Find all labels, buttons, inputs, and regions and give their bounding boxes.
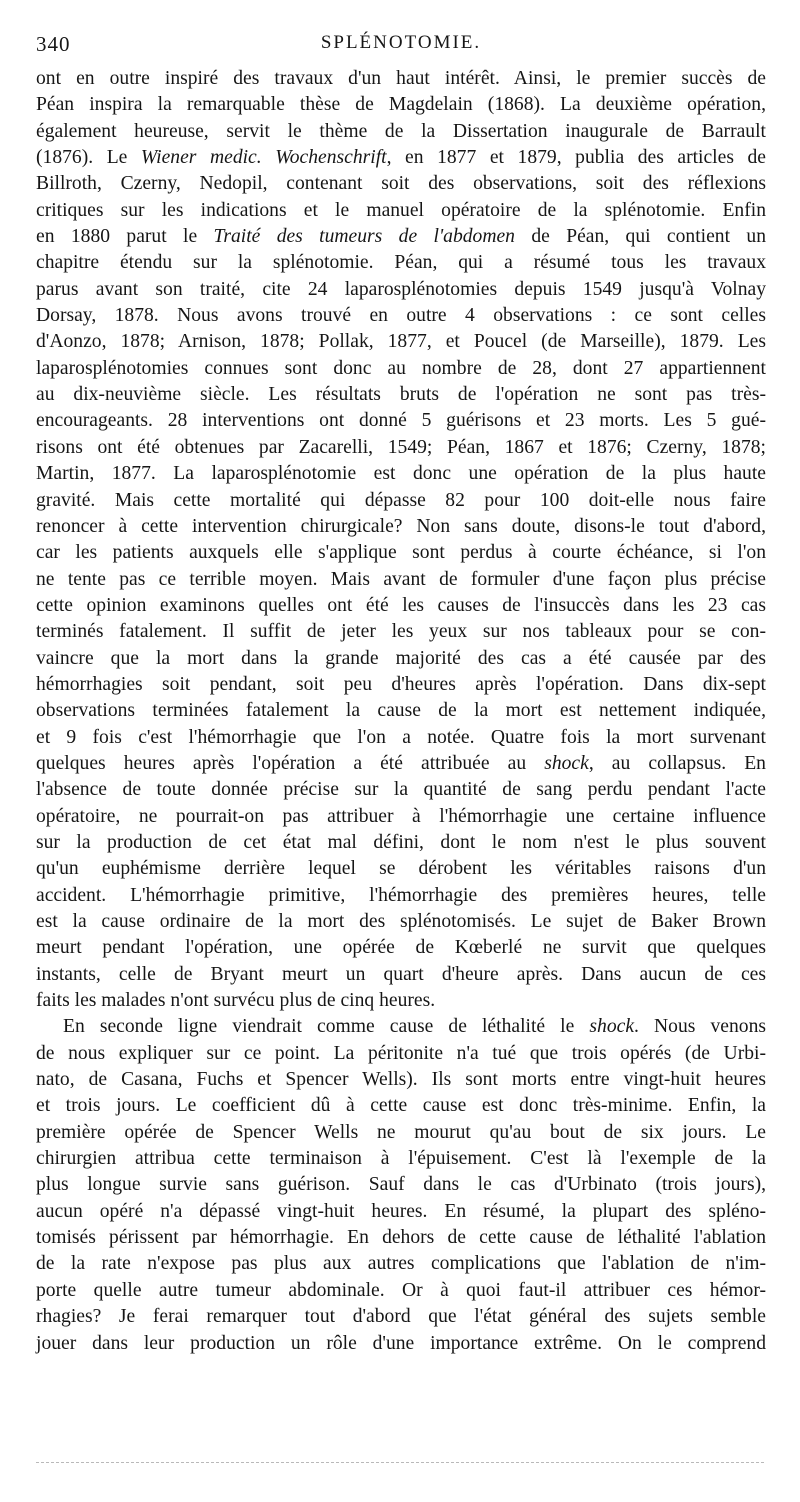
italic-text: shock [589,1016,635,1038]
text-segment: critiques sur les indications et le manuel opératoire de la splénotomie. Enfin [36,199,766,221]
text-line [36,250,766,276]
text-segment: est la cause ordinaire de la mort des splénotomisés. Le sujet de Baker Brown [36,911,766,932]
text-segment: en 1880 parut le [36,226,214,248]
text-segment: car les patients auxquels elle s'applique sont perdus à courte échéance, si l'on [36,542,766,564]
text-segment: qu'un euphémisme derrière lequel se dérobent les véritables raisons d'un [36,858,766,880]
text-segment: et trois jours. Le coefficient dû à cette cause est donc très-minime. Enfin, la [36,1095,766,1117]
text-segment: gravité. Mais cette mortalité qui dépasse 82 pour 100 doit-elle nous faire [36,489,766,511]
text-line [36,619,766,645]
text-segment: accident. L'hémorrhagie primitive, l'hémorrhagie des premières heures, telle [36,884,766,906]
text-line [36,935,766,961]
text-line [36,277,766,303]
text-segment: En seconde ligne viendrait comme cause de léthalité le [63,1016,590,1038]
text-line [36,777,766,803]
text-segment: chapitre étendu sur la splénotomie. Péan, qui a résumé tous les travaux [36,252,766,274]
text-line [36,461,766,487]
text-line [36,92,766,118]
text-line [36,1172,766,1198]
text-segment: , au collapsus. En [588,752,766,774]
text-line [36,593,766,619]
text-line [36,488,766,514]
text-line [36,1251,766,1277]
text-segment: vaincre que la mort dans la grande majorité des cas a été causée par des [36,647,766,669]
text-segment: hémorrhagies soit pendant, soit peu d'heures après l'opération. Dans dix-sept [36,673,766,695]
text-line [36,646,766,672]
text-segment: Péan inspira la remarquable thèse de Magdelain (1868). La deuxième opération, [36,94,766,116]
text-segment: terminés fatalement. Il suffit de jeter les yeux sur nos tableaux pour se con- [36,621,766,643]
text-line [36,1120,766,1146]
text-segment: et 9 fois c'est l'hémorrhagie que l'on a notée. Quatre fois la mort survenant [36,726,766,748]
text-segment: renoncer à cette intervention chirurgicale? Non sans doute, disons-le tout d'abord, [36,515,766,537]
text-line [36,883,766,909]
text-segment: de la rate n'expose pas plus aux autres complications que l'ablation de n'im- [36,1253,766,1275]
text-segment: risons ont été obtenues par Zacarelli, 1549; Péan, 1867 et 1876; Czerny, 1878; [36,436,766,458]
text-segment: ne tente pas ce terrible moyen. Mais avant de formuler d'une façon plus précise [36,568,766,590]
text-line [36,751,766,777]
text-segment: , en 1877 et 1879, publia des articles de [386,147,766,169]
text-segment: cette opinion examinons quelles ont été les causes de l'insuccès dans les 23 cas [36,594,766,616]
text-segment: encourageants. 28 interventions ont donné 5 guérisons et 23 morts. Les 5 gué- [36,410,766,432]
footer-rule [36,1462,764,1463]
text-line [36,435,766,461]
text-segment: Dorsay, 1878. Nous avons trouvé en outre 4 observations : ce sont celles [36,305,766,327]
text-line [36,1278,766,1304]
text-line [36,830,766,856]
text-segment: première opérée de Spencer Wells ne mourut qu'au bout de six jours. Le [36,1121,766,1143]
page-number: 340 [36,32,71,56]
text-line [36,1041,766,1067]
text-line [36,382,766,408]
text-line [36,804,766,830]
text-line [36,303,766,329]
text-segment: porte quelle autre tumeur abdominale. Or à quoi faut-il attribuer ces hémor- [36,1279,766,1301]
text-segment: tomisés périssent par hémorrhagie. En dehors de cette cause de léthalité l'ablation [36,1227,766,1249]
text-line [36,356,766,382]
text-line [36,1331,766,1357]
text-line [36,962,766,988]
text-segment: observations terminées fatalement la cause de la mort est nettement indiquée, [36,700,766,722]
text-segment: au dix-neuvième siècle. Les résultats bruts de l'opération ne sont pas très- [36,384,766,406]
text-line [36,408,766,434]
text-segment: . Nous venons [634,1016,767,1038]
text-segment: jouer dans leur production un rôle d'une importance extrême. On le comprend [36,1332,766,1354]
text-segment: instants, celle de Bryant meurt un quart d'heure après. Dans aucun de ces [36,963,766,985]
text-segment: (1876). Le [36,147,141,169]
text-line [36,171,766,197]
text-line [36,1225,766,1251]
text-line [36,988,766,1014]
text-segment: aucun opéré n'a dépassé vingt-huit heures. En résumé, la plupart des spléno- [36,1200,766,1222]
text-line [36,1304,766,1330]
text-segment: quelques heures après l'opération a été attribuée au [36,752,545,774]
text-line [36,66,766,92]
text-line [36,1093,766,1119]
text-segment: l'absence de toute donnée précise sur la quantité de sang perdu pendant l'acte [36,779,766,801]
text-line [36,145,766,171]
text-line [36,1199,766,1225]
text-segment: d'Aonzo, 1878; Arnison, 1878; Pollak, 1877, et Poucel (de Marseille), 1879. Les [36,331,766,353]
text-segment: ont en outre inspiré des travaux d'un haut intérêt. Ainsi, le premier succès de [36,68,766,89]
text-line [36,1014,766,1040]
text-line [36,1067,766,1093]
body-text [36,66,766,1357]
text-line [36,725,766,751]
text-segment: meurt pendant l'opération, une opérée de Kœberlé ne survit que quelques [36,937,766,959]
text-line [36,540,766,566]
text-segment: chirurgien attribua cette terminaison à l'épuisement. C'est là l'exemple de la [36,1148,766,1170]
italic-text: Wiener medic. Wochenschrift [140,147,387,169]
italic-text: Traité des tumeurs de l'abdomen [213,226,515,248]
text-line [36,198,766,224]
text-segment: nato, de Casana, Fuchs et Spencer Wells). Ils sont morts entre vingt-huit heures [36,1069,766,1091]
text-line [36,567,766,593]
text-segment: sur la production de cet état mal défini, dont le nom n'est le plus souvent [36,831,766,853]
text-segment: faits les malades n'ont survécu plus de cinq heures. [36,990,436,1012]
text-line [36,1146,766,1172]
book-page [36,26,766,1357]
text-line [36,224,766,250]
text-line [36,672,766,698]
text-line [36,856,766,882]
text-segment: parus avant son traité, cite 24 laparosplénotomies depuis 1549 jusqu'à Volnay [36,278,766,300]
italic-text: shock [544,752,589,774]
text-segment: de nous expliquer sur ce point. La péritonite n'a tué que trois opérés (de Urbi- [36,1042,766,1064]
running-head: SPLÉNOTOMIE. [320,32,482,53]
text-segment: laparosplénotomies connues sont donc au nombre de 28, dont 27 appartiennent [36,357,766,379]
text-segment: rhagies? Je ferai remarquer tout d'abord que l'état général des sujets semble [36,1306,766,1328]
text-segment: opératoire, ne pourrait-on pas attribuer à l'hémorrhagie une certaine influence [36,805,766,827]
text-segment: Billroth, Czerny, Nedopil, contenant soit des observations, soit des réflexions [36,173,766,195]
page-header [36,26,766,60]
text-line [36,514,766,540]
text-segment: Martin, 1877. La laparosplénotomie est donc une opération de la plus haute [36,463,766,485]
text-line [36,119,766,145]
text-line [36,909,766,935]
text-segment: également heureuse, servit le thème de la Dissertation inaugurale de Barrault [36,120,766,142]
text-segment: de Péan, qui contient un [514,226,766,248]
text-segment: plus longue survie sans guérison. Sauf dans le cas d'Urbinato (trois jours), [36,1174,766,1196]
text-line [36,698,766,724]
text-line [36,329,766,355]
